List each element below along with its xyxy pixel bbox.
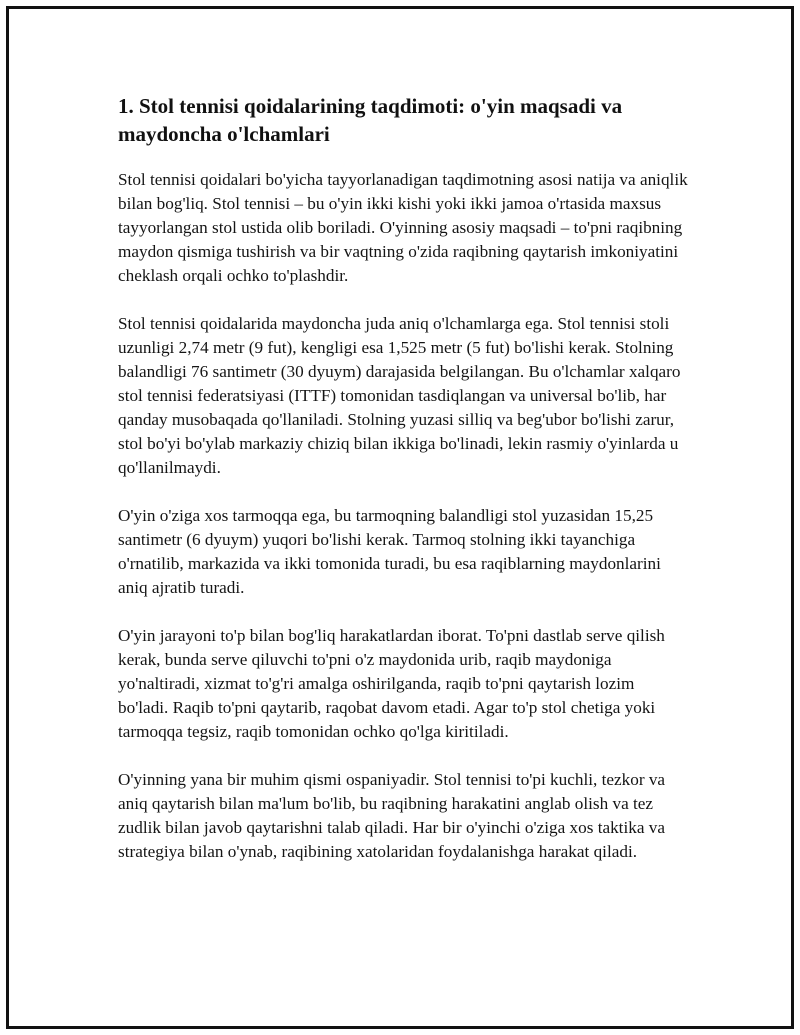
paragraph-intro: Stol tennisi qoidalari bo'yicha tayyorlanadigan taqdimotning asosi natija va aniqlik bilan bog'liq. Stol tennisi – bu o'yin ikki kishi yoki ikki jamoa o'rtasida maxsus tayyorlangan stol ustida olib boriladi. O'yinning asosiy maqsadi – to'pni raqibning maydon qismiga tushirish va bir vaqtning o'zida raqibning qaytarish imkoniyatini cheklash orqali ochko to'plashdir. bbox=[118, 170, 688, 285]
paragraph-gameplay: O'yin jarayoni to'p bilan bog'liq harakatlardan iborat. To'pni dastlab serve qilish kerak, bunda serve qiluvchi to'pni o'z maydonida urib, raqib maydoniga yo'naltiradi, xizmat to'g'ri amalga oshirilganda, raqib to'pni qaytarish lozim bo'ladi. Raqib to'pni qaytarib, raqobat davom etadi. Agar to'p stol chetiga yoki tarmoqqa tegsiz, raqib tomonidan ochko qo'lga kiritiladi. bbox=[118, 626, 665, 741]
document-body bbox=[118, 92, 688, 888]
paragraph-tactics: O'yinning yana bir muhim qismi ospaniyadir. Stol tennisi to'pi kuchli, tezkor va aniq qaytarish bilan ma'lum bo'lib, bu raqibning harakatini anglab olish va tez zudlik bilan javob qaytarishni talab qiladi. Har bir o'yinchi o'ziga xos taktika va strategiya bilan o'ynab, raqibining xatolaridan foydalanishga harakat qiladi. bbox=[118, 770, 666, 861]
section-heading: 1. Stol tennisi qoidalarining taqdimoti: o'yin maqsadi va maydoncha o'lchamlari bbox=[118, 94, 623, 146]
paragraph-net: O'yin o'ziga xos tarmoqqa ega, bu tarmoqning balandligi stol yuzasidan 15,25 santimetr (6 dyuym) yuqori bo'lishi kerak. Tarmoq stolning ikki tayanchiga o'rnatilib, markazida va ikki tomonida turadi, bu esa raqiblarning maydonlarini aniq ajratib turadi. bbox=[118, 506, 661, 597]
paragraph-table-dimensions: Stol tennisi qoidalarida maydoncha juda aniq o'lchamlarga ega. Stol tennisi stoli uzunligi 2,74 metr (9 fut), kengligi esa 1,525 metr (5 fut) bo'lishi kerak. Stolning balandligi 76 santimetr (30 dyuym) darajasida belgilangan. Bu o'lchamlar xalqaro stol tennisi federatsiyasi (ITTF) tomonidan tasdiqlangan va universal bo'lib, har qanday musobaqada qo'llaniladi. Stolning yuzasi silliq va beg'ubor bo'lishi zarur, stol bo'yi bo'ylab markaziy chiziq bilan ikkiga bo'linadi, lekin rasmiy o'yinlarda u qo'llanilmaydi. bbox=[118, 314, 681, 477]
